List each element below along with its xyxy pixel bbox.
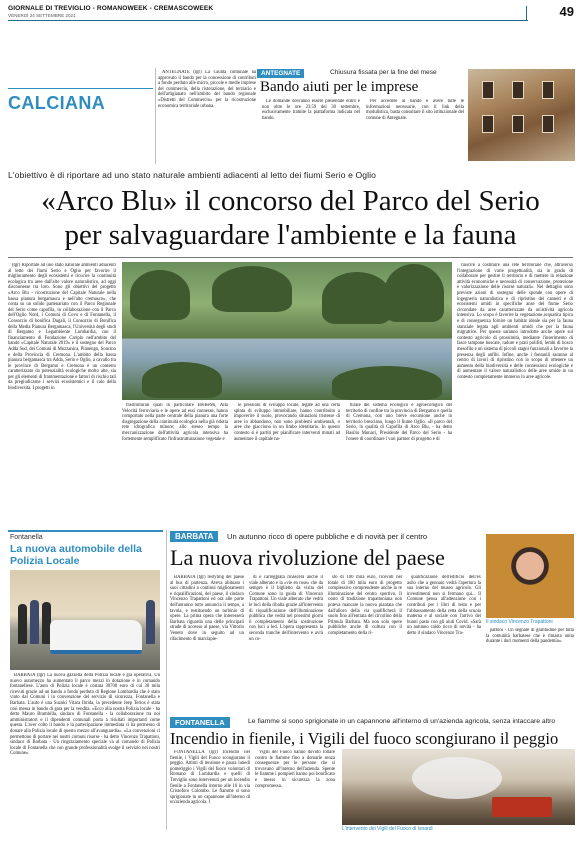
fire-column-1: [170, 750, 250, 830]
column-paragraph: di e carreggiata rinascerà anche il viale alberato e la «vie en rose» che da sempre è il biglietto da visita del Comune sono la guida di Vincenzo Trapattoni. Un viale alberato che vedrà le luci della ribalta grazie all'intervento di riqualificazione dell'illuminazione pubblica che vedrà nel prossimi giorni il completamento della sostituzione con luci a led. L'opera rappresenta la seconda tranche dell'intervento e avrà un co-: [249, 575, 323, 642]
column-paragraph: pattoni - Un segnale di gratitudine per tutta la comunità barbatese che è rimasta unita durante i duri momenti della pandemia».: [486, 628, 574, 645]
building-photo: [468, 69, 575, 161]
page-header: [8, 5, 468, 18]
issue-date: VENERDÌ 24 SETTEMBRE 2021: [8, 13, 76, 18]
column-paragraph: (tgr) Riportare ad uno stato naturale ambienti adiacenti al letto dei fiumi Serio e Oglio per favorire il miglioramento degli ecosistemi e ricucire la continuità ecologica tra aree dall'alto valore naturalistico, ad oggi disconnesse tra loro. Sono gli obiettivi del progetto «Arco Blu - ricostruzione del Capitale Naturale nella bassa pianura bergamasca e nell'alto cremasco», che conta su un solido partenariato con il Parco Regionale del Serio come capofila, in collaborazione con il Parco dell'Oglio Nord, i Comuni di Covo e di Fontanella, il Consorzio di bonifica Dugali, il Consorzio di Bonifica della Media Pianura Bergamasca, l'Università degli studi di Bergamo e Legambiente Lombardia, con il finanziamento di Fondazione Cariplo nell'ambito del bando «Capitale Naturale 2019» e il sostegno del Parco Adda Sud, dei Comuni di Mozzanica, Pianengo, Soncino e della Provincia di Cremona. L'ambito della bassa pianura bergamasca tra Adda, Serio e Oglio, a cavallo tra le province di Bergamo e Cremona è un contesto caratterizzato da potenzialità ecologiche molto alte, sia per gli elementi di frammentazione e fattori di rischio tali da pregiudicarne i servizi ecosistemici e il calo della biodiversità. I progetti in: [8, 263, 116, 392]
column-paragraph: BARBATA (tgr) La nuova gazzella della Polizia locale è già operativa. Un nuovo automezzo ha aumentato il parco mezzi in dotazione e in comando fontanellese. L'auto di Polizia locale è costata 30700 euro di cui 30 mila ricevuti grazie ad un bando a fondo perduto di Regione Lombardia che è stato vinto dal Comuni i in convenzione del servizio di sicurezza, Fontanella e Barbata. L'auto è una Suzuki Vitara Ibrida, la precedente Jeep Terios è stata così messa in bando di gara per la vendita. «Ecco alla nostra Polizia locale - ha detto Mauro Brambilla, sindaco di Fontanella - la collaborazione tra noi amministratori e il dipendenti comunali porta a risultati importanti come questa. L'aver colto il bando e la partecipazione immediata ci ha permesso di donare alla Polizia locale di questo mezzo all'avanguardia». «La convenzioni ci permettono di portare nei nostri comuni risorse - ha detto Vincenzo Trapattoni, sindaco di Barbata - Un ringraziamento speciale va al comando di Polizia locale di Fontanella che con grande professionalità svolge il servizio nei nostri Comune».: [10, 673, 160, 757]
antegnate-column-2: [366, 99, 464, 165]
antegnate-section-tag: ANTEGNATE: [257, 69, 304, 78]
barbata-tagline: Un autunno ricco di opere pubbliche e di novità per il centro: [227, 532, 428, 541]
barbata-section-tag: BARBATA: [170, 531, 218, 542]
arco-headline: [8, 184, 573, 252]
fire-section-tag: FONTANELLA: [170, 717, 230, 728]
fire-column-2: [255, 750, 335, 830]
column-paragraph: FONTANELLA (tgr) Incendio nel fienile, i Vigili del Fuoco scongiurano il peggio. Attimi di tensione e paura lunedì pomeriggio i Vigili del fuoco volontari di Romano di Lombardia e quelli di Treviglio sono intervenuti per un incendio fienile a Fontanella intorno alle 16 in via Cristoforo Colombo. Le fiamme si sono sprigionate in un capannone all'interno di un'azienda agricola. I: [170, 750, 250, 806]
antegnate-column-1: [262, 99, 360, 165]
column-paragraph: Per accedere al bando e avere tutte le informazioni necessarie, con il link della modulistica, basta consultare il sito istituzionale del comune di Antegnate.: [366, 99, 464, 121]
section-rule: [8, 88, 153, 89]
column-paragraph: qualificazione dell'edificio dell'ex asilo che a gennaio vedrà l'apertura la sua interno del museo agricolo. Gli investimenti non si fermano qui... Il Comune pensa all'attenzione con i contributi per i libri di testo e per l'abbassamento della retta della scuola materna e al sociale con l'arrivo dei buoni pasto con gli aiuti Covid. «Sarà un autunno caldo ricco di novità - ha detto il sindaco Vincenzo Tra-: [407, 575, 481, 636]
barbata-column-4: [407, 575, 481, 711]
mayor-portrait-photo: [486, 534, 574, 618]
police-headline: La nuova automobile della Polizia Locale: [10, 543, 142, 567]
arco-kicker: L'obiettivo è di riportare ad uno stato naturale ambienti adiacenti al letto dei fiumi Serio e Oglio: [8, 170, 377, 180]
arco-column-4: [346, 403, 452, 521]
column-paragraph: Vigili del Fuoco hanno dovuto lottare contro le fiamme fino a domarle senza conseguenze per le persone che si trovavano all'interno dell'azienda. Spente le fiamme i pompieri hanno poi bonificato e messo in sicurezza la zona compromessa.: [255, 750, 335, 789]
column-paragraph: BARBATA (tgr) restyling del paese al bus di partenza. Aveva abituato i suoi cittadini a continui miglioramenti e riqualificazioni, del paese, il sindaco Vincenzo Trapattoni ed ora alle porte dell'autunno tutto annuncia il tempo, a tavola, e restituendo un turbinio di opere. La prima opera che interesserà Barbata riguarda una delle principali strade di accesso al paese, via Vittorio Veneto dove in seguito ad un rifacimento di marciapie-: [170, 575, 244, 642]
mayor-photo-caption: Il sindaco Vincenzo Trapattoni: [486, 619, 553, 625]
headline-line-2: per salvaguardare l'ambiente e la fauna: [64, 219, 517, 251]
barbata-headline: La nuova rivoluzione del paese: [170, 545, 445, 570]
antegnate-brief-text: [158, 70, 256, 162]
fire-photo-caption: L'intervento dei Vigili del Fuoco di Isnardi: [342, 826, 433, 832]
arco-column-3: [234, 403, 340, 521]
fire-tagline: Le fiamme si sono sprigionate in un capannone all'interno di un'azienda agricola, senza intaccare altro: [248, 718, 556, 725]
fire-photo: [342, 749, 575, 825]
column-paragraph: riuscire a costituire una rete territoriale che, attraverso l'integrazione di varie progettualità, sia in grado di collaborare per gestire il territorio e di mettere in relazione attività economiche e necessità di conservazione, protezione e valorizzazione delle risorse naturali». Nel dettaglio sono previste azioni di sostegno delle sponde con opere di ingegneria naturalistica e di ripristino dei canneti e di ecosistemi umidi in specifiche anse del fiume Serio circondate da aree caratterizzate da un'attività agricola intensiva. Lo scopo è favorire la vegetazione acquatica tipica e di conseguenza fornire un habitat ideale sia per la fauna stanziale legata agli ambienti umidi che per la fauna migratrice. Per queste saranno introdotte anche opere sul contesto agricolo di prossimità, mediante l'inserimento di fasce tampone boscate, radure e prati polifiti, lembi di bosco mesofilo e un sistema di piccoli stagni funzionali a favorire la presenza degli anfibi. Infine, anche i fontanili saranno al centro di lavori di ripristino con lo scopo di ottenere un aumento della biodiversità e delle connessioni ecologiche e di aumentare il valore naturalistico delle aree umide in un contesto completamente immerso in aree agricole.: [457, 263, 573, 380]
newspaper-title: GIORNALE DI TREVIGLIO - ROMANOWEEK - CREMASCOWEEK: [8, 5, 214, 12]
column-paragraph: turale del sistema ecologico e agroecologico del territorio di confine tra la provincia di Bergamo e quella di Cremona, con uno breve escursione anche in territorio bresciano, lungo il fiume Oglio. «Il parco del Serio, in qualità di Capofila di Arco Blu, - ha detto Basilio Monaci, Presidente del Parco del Serio - ha l'onere di coordinare i vari partner di progetto e di: [346, 403, 452, 442]
antegnate-tagline: Chiusura fissata per la fine del mese: [330, 69, 437, 76]
barbata-column-3: [328, 575, 402, 711]
column-paragraph: sto di 100 mila euro, ricevuti nel totale di 180 mila euro di progetto complessivo comprendente anche la re illuminazione del centro sportivo. Il costo di tradizione trapattoniana non poteva mancare la nuova piantata che dall'alloro della via qualificherà il suolo fino all'entrata del circolino della Primula Barbata. Ma non solo opere pubbliche anche di cultura con il completamento della ri-: [328, 575, 402, 636]
police-car-photo: [10, 570, 160, 670]
barbata-column-2: [249, 575, 323, 711]
police-article-text: [10, 673, 160, 817]
headline-rule: [8, 257, 573, 258]
fire-headline: Incendio in fienile, i Vigili del fuoco scongiurano il peggio: [170, 729, 559, 748]
arco-column-1: [8, 263, 116, 521]
page-number-divider: [526, 6, 527, 20]
barbata-column-1: [170, 575, 244, 711]
column-paragraph: frastrutturali quali in particolare BreBeMi, Alta Velocità ferroviaria e le opere ad essi connesse, hanno comportato nella parte centrale della pianura una forte disgregazione della continuità ecologica nella già ridotta rete idrografica minore; allo stesso tempo la meccanizzazione dell'attività agricola intensiva ha fortemente semplificato l'infrastrutturazione vegetale e: [122, 403, 228, 442]
arco-column-5: [457, 263, 573, 521]
page-number: 49: [559, 4, 574, 19]
brief-paragraph: ANTEGNATE (tgr) La Giunta comunale ha approvato il bando per la concessione di contributi a fondo perduto alle micro, piccole e medie imprese del commercio, della ristorazione, del terziario e dell'artigianato nell'ambito del bando regionale «Distretti del Commercio» per la ricostruzione economica territoriale urbana.: [158, 70, 256, 109]
column-paragraph: le pressioni di sviluppo locale, legate ad una certa spinta di sviluppo immobiliare, hanno contribuito a impoverire il suolo, provocando situazioni tristesse di aree in abbandono, non sono problemi ambientali, o aree che giacciono in un limbo identitario. In questo contesto si è partiti per pianificare interventi minati ad aumentare il capitale na-: [234, 403, 340, 442]
barbata-column-5: [486, 628, 574, 684]
antegnate-headline: Bando aiuti per le imprese: [260, 79, 419, 95]
police-section-label: Fontanella: [10, 534, 43, 541]
arco-column-2: [122, 403, 228, 521]
column-divider: [166, 530, 167, 830]
headline-line-1: «Arco Blu» il concorso del Parco del Serio: [41, 185, 540, 217]
column-divider: [155, 68, 156, 164]
river-photo: [122, 262, 452, 400]
header-rule: [8, 20, 528, 21]
section-town-calciana: CALCIANA: [8, 93, 106, 113]
column-paragraph: Le domande dovranno essere presentate entro e non oltre le ore 23:59 del 30 settembre, esclusivamente tramite la piattaforma indicata nel bando.: [262, 99, 360, 121]
